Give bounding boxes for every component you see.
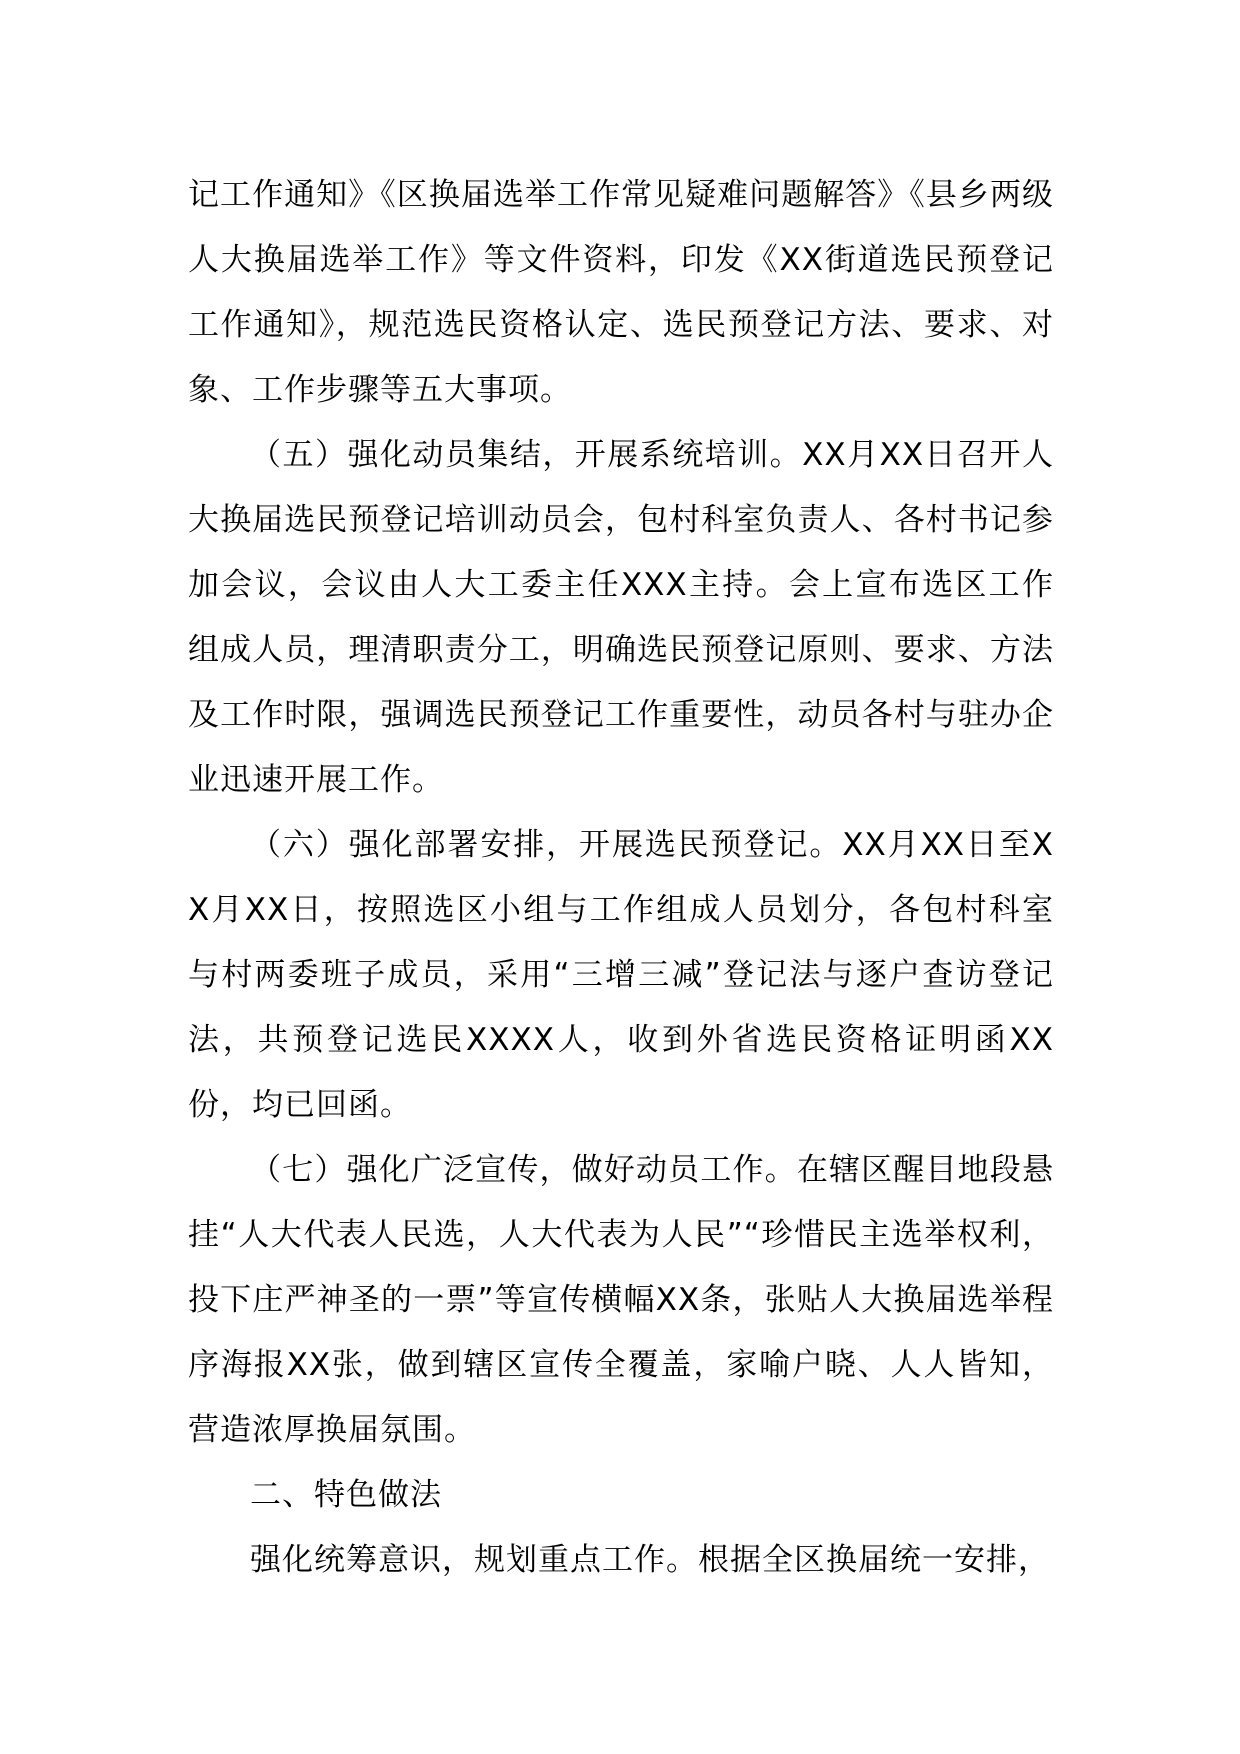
paragraph-section-7: （七）强化广泛宣传，做好动员工作。在辖区醒目地段悬挂“人大代表人民选，人大代表为人民”“珍惜民主选举权利，投下庄严神圣的一票”等宣传横幅XX条，张贴人大换届选举程序海报XX张，做到辖区宣传全覆盖，家喻户晓、人人皆知，营造浓厚换届氛围。 xyxy=(188,1152,1054,1448)
paragraph-features-intro: 强化统筹意识，规划重点工作。根据全区换届统一安排， xyxy=(250,1542,1050,1578)
paragraph-section-5: （五）强化动员集结，开展系统培训。XX月XX日召开人大换届选民预登记培训动员会，包村科室负责人、各村书记参加会议，会议由人大工委主任XXX主持。会上宣布选区工作组成人员，理清职责分工，明确选民预登记原则、要求、方法及工作时限，强调选民预登记工作重要性，动员各村与驻办企业迅速开展工作。 xyxy=(188,437,1054,798)
paragraph-section-6: （六）强化部署安排，开展选民预登记。XX月XX日至XX月XX日，按照选区小组与工作组成人员划分，各包村科室与村两委班子成员，采用“三增三减”登记法与逐户查访登记法，共预登记选民XXXX人，收到外省选民资格证明函XX份，均已回函。 xyxy=(188,827,1054,1123)
paragraph-continuation: 记工作通知》《区换届选举工作常见疑难问题解答》《县乡两级人大换届选举工作》等文件资料，印发《XX街道选民预登记工作通知》，规范选民资格认定、选民预登记方法、要求、对象、工作步骤等五大事项。 xyxy=(188,177,1054,408)
document-body xyxy=(188,163,1054,1593)
section-heading-features: 二、特色做法 xyxy=(250,1477,442,1513)
